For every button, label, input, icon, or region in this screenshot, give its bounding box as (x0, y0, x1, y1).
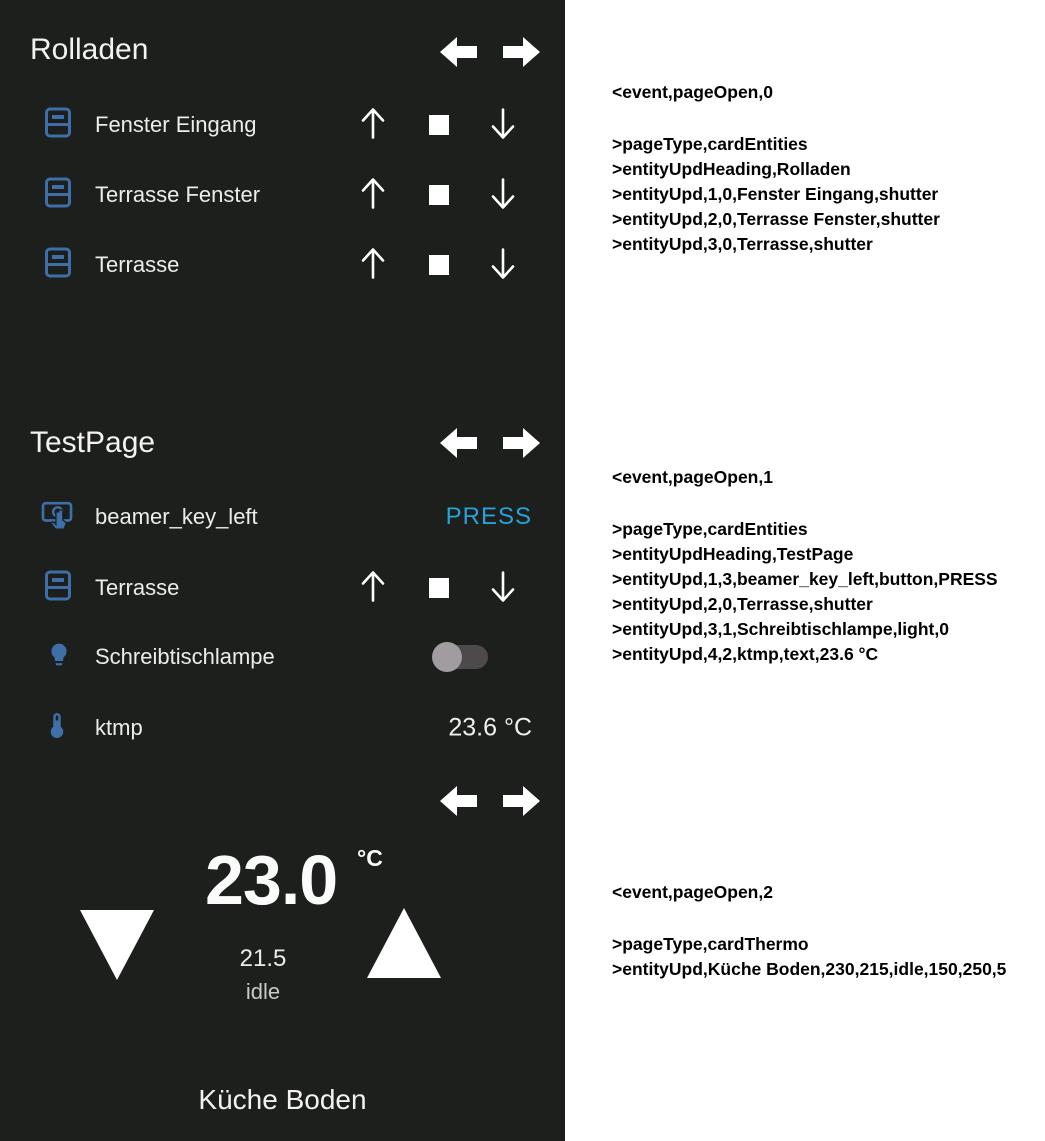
entity-row-ktmp (0, 693, 565, 763)
arrow-left-icon (440, 428, 477, 458)
shutter-stop-button[interactable] (429, 185, 449, 205)
current-temperature: 23.0 (205, 841, 338, 919)
lightbulb-icon (46, 641, 72, 674)
entity-label: Schreibtischlampe (95, 644, 275, 669)
entity-label: Terrasse Fenster (95, 182, 261, 207)
arrow-down-icon (489, 107, 517, 141)
arrow-left-icon (440, 786, 477, 816)
shutter-up-button[interactable] (359, 107, 387, 144)
arrow-down-icon (489, 177, 517, 211)
entity-row-terrasse (0, 230, 565, 300)
shutter-up-button[interactable] (359, 247, 387, 284)
page-title: TestPage (30, 426, 156, 459)
press-button[interactable]: PRESS (445, 503, 532, 530)
protocol-block-page0 (612, 80, 1042, 257)
window-shutter-icon (45, 178, 71, 213)
shutter-stop-button[interactable] (429, 578, 449, 598)
protocol-event-line: <event,pageOpen,1 (612, 467, 773, 487)
light-toggle-switch[interactable] (432, 642, 488, 672)
entity-label: Fenster Eingang (95, 112, 257, 137)
shutter-stop-button[interactable] (429, 255, 449, 275)
protocol-line: >entityUpdHeading,TestPage (612, 544, 854, 564)
window-shutter-icon (45, 108, 71, 143)
shutter-down-button[interactable] (489, 570, 517, 607)
shutter-stop-button[interactable] (429, 115, 449, 135)
arrow-up-icon (359, 177, 387, 211)
sensor-value: 23.6 °C (448, 713, 532, 742)
protocol-line: >entityUpd,1,0,Fenster Eingang,shutter (612, 184, 939, 204)
toggle-knob (432, 642, 462, 672)
target-temperature: 21.5 (239, 945, 287, 972)
protocol-event-line: <event,pageOpen,2 (612, 882, 773, 902)
card-testpage (0, 410, 565, 770)
protocol-block-page1 (612, 465, 1042, 667)
window-shutter-icon (45, 248, 71, 283)
entity-label: beamer_key_left (95, 504, 258, 529)
arrow-up-icon (359, 570, 387, 604)
nav-prev-button[interactable] (440, 37, 477, 67)
entity-row-terrasse (0, 553, 565, 623)
shutter-up-button[interactable] (359, 177, 387, 214)
entity-label: Terrasse (95, 252, 180, 277)
entity-label: ktmp (95, 715, 143, 740)
entity-row-schreibtischlampe (0, 622, 565, 692)
protocol-event-line: <event,pageOpen,0 (612, 82, 773, 102)
thermostat-name: Küche Boden (198, 1084, 367, 1115)
arrow-up-icon (359, 107, 387, 141)
nav-next-button[interactable] (503, 37, 540, 67)
arrow-right-icon (503, 786, 540, 816)
arrow-down-icon (489, 247, 517, 281)
entity-row-terrasse-fenster (0, 160, 565, 230)
protocol-line: >pageType,cardThermo (612, 934, 809, 954)
arrow-down-icon (489, 570, 517, 604)
protocol-line: >entityUpd,1,3,beamer_key_left,button,PRESS (612, 569, 998, 589)
page-title: Rolladen (30, 33, 149, 66)
shutter-down-button[interactable] (489, 247, 517, 284)
arrow-left-icon (440, 37, 477, 67)
protocol-line: >entityUpd,Küche Boden,230,215,idle,150,250,5 (612, 959, 1007, 979)
card-rolladen (0, 0, 565, 400)
arrow-right-icon (503, 428, 540, 458)
thermostat-state: idle (245, 979, 281, 1004)
arrow-right-icon (503, 37, 540, 67)
arrow-up-icon (359, 247, 387, 281)
nav-next-button[interactable] (503, 428, 540, 458)
protocol-line: >entityUpd,3,1,Schreibtischlampe,light,0 (612, 619, 949, 639)
stop-square-icon (429, 255, 449, 275)
stop-square-icon (429, 185, 449, 205)
protocol-line: >entityUpd,3,0,Terrasse,shutter (612, 234, 873, 254)
nav-next-button[interactable] (503, 786, 540, 816)
temp-increase-button[interactable] (367, 908, 441, 978)
entity-row-fenster-eingang (0, 90, 565, 160)
gesture-tap-button-icon (40, 499, 74, 536)
protocol-line: >pageType,cardEntities (612, 134, 808, 154)
thermometer-icon (42, 711, 72, 746)
shutter-down-button[interactable] (489, 107, 517, 144)
stop-square-icon (429, 115, 449, 135)
entity-row-beamer-key-left (0, 482, 565, 552)
window-shutter-icon (45, 571, 71, 606)
protocol-line: >entityUpd,4,2,ktmp,text,23.6 °C (612, 644, 879, 664)
protocol-line: >entityUpdHeading,Rolladen (612, 159, 851, 179)
protocol-line: >pageType,cardEntities (612, 519, 808, 539)
nav-prev-button[interactable] (440, 786, 477, 816)
temperature-unit: °C (357, 845, 383, 871)
protocol-block-page2 (612, 880, 1042, 982)
shutter-up-button[interactable] (359, 570, 387, 607)
protocol-line: >entityUpd,2,0,Terrasse,shutter (612, 594, 873, 614)
entity-label: Terrasse (95, 575, 180, 600)
stop-square-icon (429, 578, 449, 598)
nav-prev-button[interactable] (440, 428, 477, 458)
protocol-line: >entityUpd,2,0,Terrasse Fenster,shutter (612, 209, 940, 229)
temp-decrease-button[interactable] (80, 910, 154, 980)
shutter-down-button[interactable] (489, 177, 517, 214)
